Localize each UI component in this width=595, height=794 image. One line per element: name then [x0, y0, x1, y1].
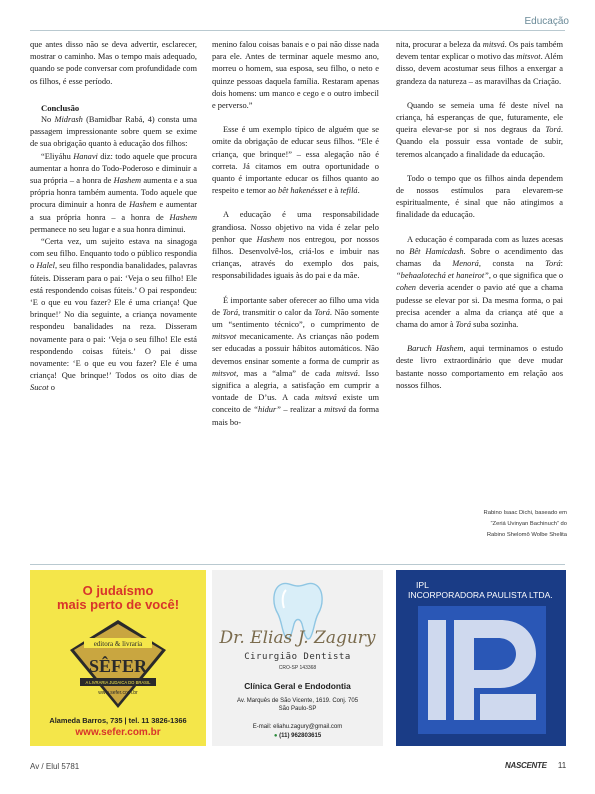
dentist-specialty: Clínica Geral e Endodontia — [244, 681, 351, 691]
article-paragraph: Quando se semeia uma fé deste nível na criança, há esperanças de que, futuramente, ele queira elevar-se por si nos degraus da Torá. Quando ela possuir essa vontade de subir, teremos alcançado a finalidade da educação. — [396, 100, 563, 159]
dentist-title: Cirurgião Dentista — [244, 652, 351, 662]
author-credit — [400, 508, 567, 541]
article-paragraph: A educação é uma responsabilidade grandiosa. Nosso objetivo na vida é zelar pelo penhor que Hashem nos entregou, por nossos filhos. Desenvolvê-los, criá-los e imbuir nas crianças, através do exemplo dos pais, responsabilidades iguais às do pai e da mãe. — [212, 210, 379, 281]
credit-line-2: “Zeriá Uvinyan Bachinuch” do — [490, 521, 567, 527]
sefer-tagline: A LIVRARIA JUDAICA DO BRASIL — [85, 680, 151, 685]
article-paragraph: “Eliyáhu Hanavi diz: todo aquele que procura aumentar a honra do Todo-Poderoso e diminuir a sua própria – a honra de Hashem aumenta e a sua própria honra também aumenta. Todo aquele que procura diminuir a honra de Hashem e aumentar a sua própria honra – a honra de Hashem permanece no seu lugar e a sua honra diminui. — [30, 151, 197, 234]
dentist-phone[interactable]: ● (11) 962803615 — [273, 733, 322, 739]
article-paragraph: Esse é um exemplo típico de alguém que se omite da obrigação de educar seus filhos. “Ele é criança, que brinque!” – essa alegação não é correta. Já citamos em outra oportunidade o quanto é importante educar os filhos quanto ao respeito e temor ao bêt hakenésset e à tefilá. — [212, 125, 379, 196]
article-paragraph: A educação é comparada com as luzes acesas no Bêt Hamicdash. Sobre o acendimento das chamas da Menorá, consta na Torá: “behaalotechá et haneirot”, o que significa que o cohen deveria acender o pavio até que a chama pudesse se elevar por si. Da mesma forma, o pai precisa acender a alma da criança até que a chama do amor à Torá suba sozinha. — [396, 234, 564, 330]
sefer-brand: SÊFER — [88, 656, 148, 676]
article-paragraph: “Certa vez, um sujeito estava na sinagoga com seu filho. Enquanto todo o público respondia o Halel, seu filho respondia banalidades, palavras fúteis. Disseram para o pai: ‘Veja o seu filho! Ele está respondendo coisas fúteis.’ O pai respondeu: ‘E o que eu vou fazer? Ele é uma criança! Que brinque!’ No dia seguinte, a criança novamente respondeu banalidades na reza. Disseram novamente para o pai: ‘Veja o seu filho! Ele está respondendo coisas fúteis.’ O pai disse novamente: ‘E o que eu vou fazer? Ele é uma criança! Que brinque!’ Todos os oito dias de Sucot o — [30, 237, 198, 393]
dentist-email[interactable]: E-mail: eliahu.zagury@gmail.com — [252, 724, 343, 730]
article-paragraph: que antes disso não se deva advertir, esclarecer, mostrar o caminho. Mas o tempo mais adequado, quando se pode conversar com profundidade com os filhos, é esse período. — [30, 40, 197, 86]
section-tag: Educação — [524, 16, 569, 27]
article-paragraph: menino falou coisas banais e o pai não disse nada para ele. Antes de terminar aquele mesmo ano, morreu o homem, sua esposa, seu filho, o neto e quinze pessoas daquela família. Restaram apenas dois homens: um manco e cego e o outro imbecil e perverso.” — [212, 40, 379, 111]
dentist-name: Dr. Elias J. Zagury — [219, 628, 376, 648]
article-paragraph: No Midrash (Bamidbar Rabá, 4) consta uma passagem impressionante sobre quem se exime de sua obrigação quanto à educação dos filhos: — [30, 115, 197, 149]
sefer-logo-icon — [70, 620, 166, 708]
ads-divider — [30, 564, 565, 565]
sefer-ad[interactable] — [30, 570, 206, 746]
credit-line-1: Rabino Isaac Dichi, baseado em — [483, 510, 567, 516]
section-heading: Conclusão — [41, 102, 80, 113]
footer-right — [505, 761, 566, 770]
dentist-ad[interactable] — [212, 570, 383, 746]
sefer-address: Alameda Barros, 735 | tel. 11 3826-1366 — [49, 716, 187, 725]
sefer-brand-top: editora & livraria — [93, 640, 143, 648]
sefer-url[interactable]: www.sefer.com.br — [75, 727, 161, 738]
page-number: 11 — [557, 761, 567, 770]
text-column-1 — [30, 39, 197, 395]
article-paragraph: nita, procurar a beleza da mitsvá. Os pais também devem tentar explicar o motivo das mitsvot. Além disso, devem acostumar seus filhos a enxergar a grandeza da natureza – as maravilhas da Criação. — [396, 40, 563, 86]
credit-line-3: Rabino Shelomô Wolbe Shelita — [486, 532, 567, 538]
ipl-short-name: IPL — [416, 580, 429, 590]
article-paragraph: Baruch Hashem, aqui terminamos o estudo deste livro extraordinário que deve mudar bastante nosso comportamento em relação aos nossos filhos. — [396, 344, 563, 390]
text-column-3 — [396, 39, 563, 392]
ipl-full-name: INCORPORADORA PAULISTA LTDA. — [408, 590, 553, 600]
nascente-logo: NASCENTE — [505, 761, 547, 770]
ipl-logo-icon — [418, 606, 546, 734]
text-column-2 — [212, 39, 379, 429]
dentist-cro: CRO-SP 143368 — [278, 665, 317, 671]
dentist-address: Av. Marquês de São Vicente, 1619. Conj. 705 São Paulo-SP — [236, 698, 359, 712]
sefer-site-small: www.sefer.com.br — [98, 690, 138, 696]
ipl-ad[interactable] — [396, 570, 566, 746]
top-divider — [30, 30, 565, 31]
whatsapp-icon: ● — [273, 733, 278, 739]
article-paragraph: É importante saber oferecer ao filho uma vida de Torá, transmitir o calor da Torá. Não somente um “sentimento técnico”, o cumprimento de mitsvot mecanicamente. As crianças não podem ser educadas a possuir hábitos automáticos. Não devemos ensinar somente a forma de cumprir as mitsvot, mas a “alma” de cada mitsvá. Isso significa a alegria, a satisfação em cumprir a vontade de D’us. A cada mitsvá existe um conceito de “hidur” – realizar a mitsvá da forma mais bo- — [212, 295, 379, 427]
article-paragraph: Todo o tempo que os filhos ainda dependem de nossos estímulos para elevarem-se espiritualmente, é sinal que não atingimos a finalidade da educação. — [396, 173, 563, 220]
issue-label: Av / Elul 5781 — [30, 762, 80, 771]
sefer-headline: O judaísmo mais perto de você! — [56, 583, 180, 612]
